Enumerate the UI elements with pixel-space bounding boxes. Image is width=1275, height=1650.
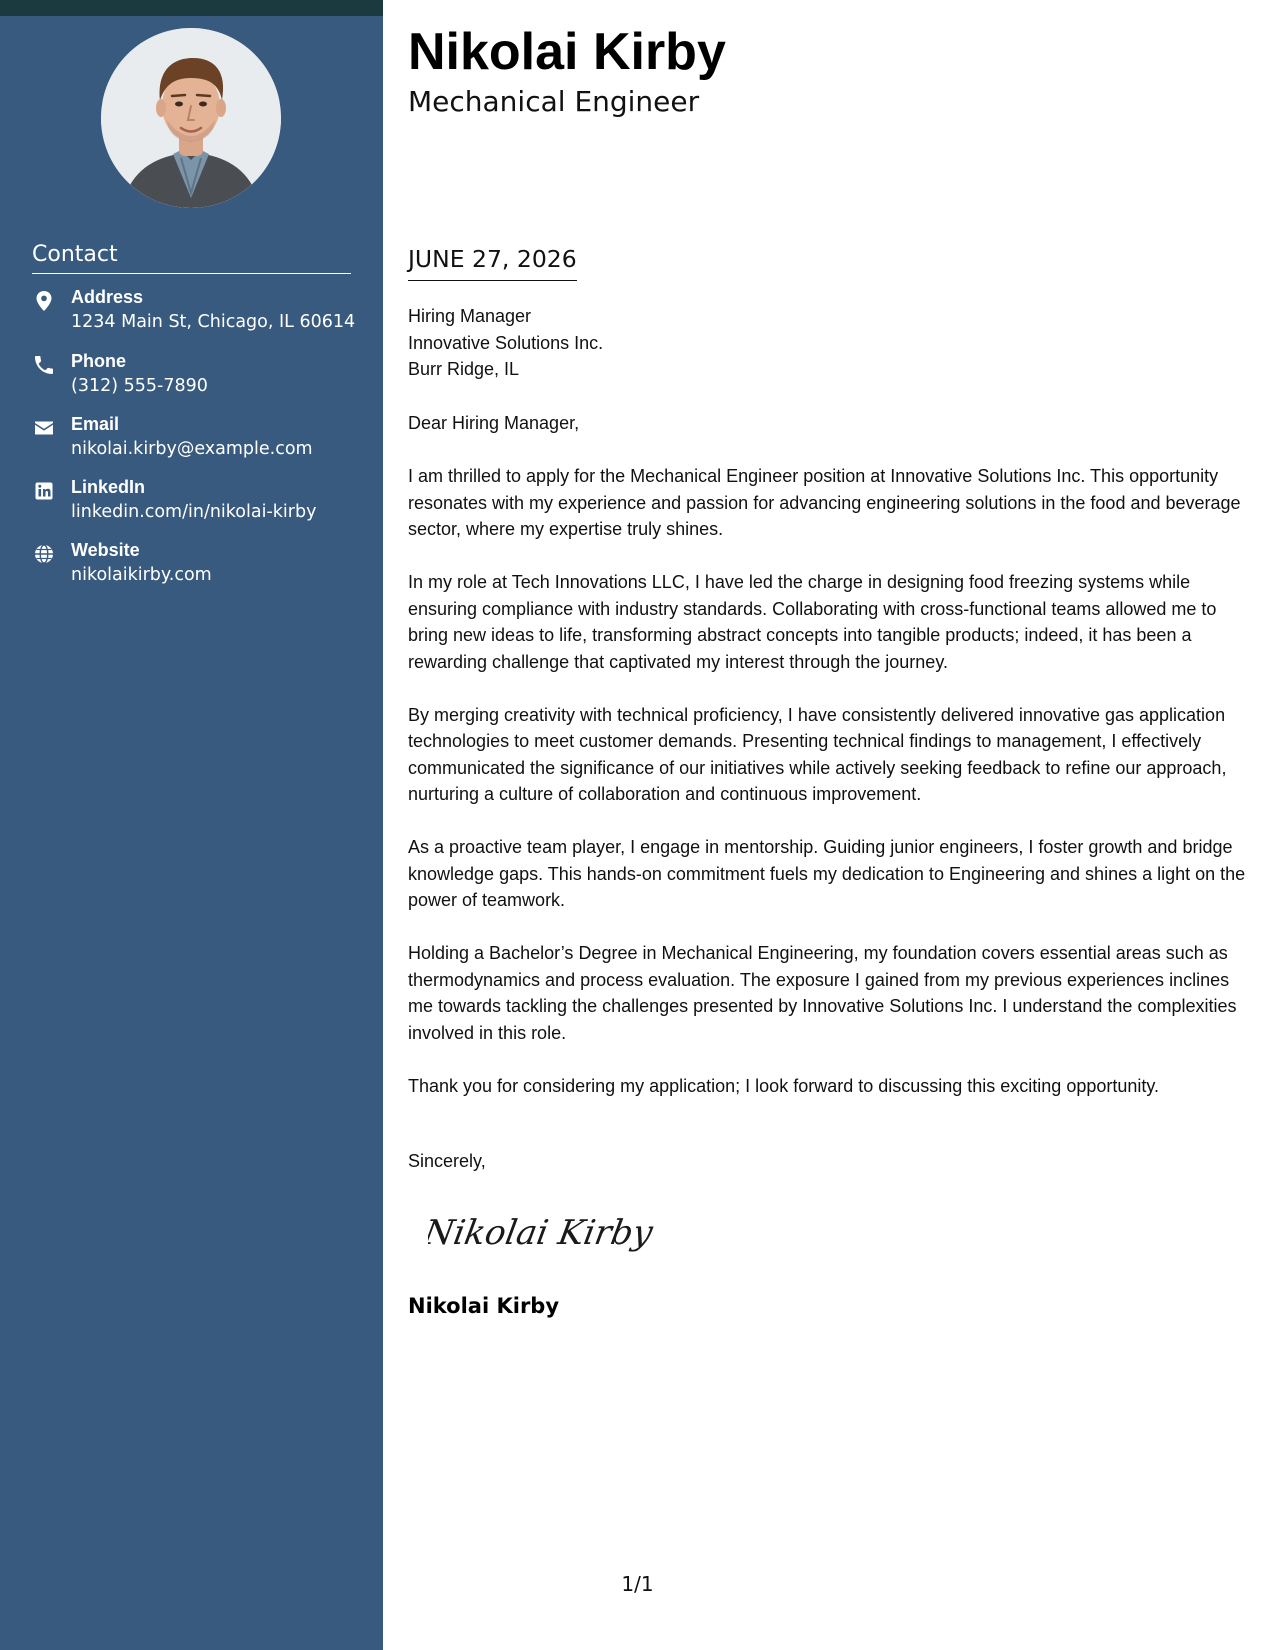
sidebar	[0, 0, 383, 1650]
recipient-line: Hiring Manager	[408, 306, 532, 326]
contact-label-address: Address	[71, 287, 144, 307]
page-number: 1/1	[621, 1572, 654, 1596]
recipient-line: Burr Ridge, IL	[408, 359, 520, 379]
contact-value-linkedin[interactable]: linkedin.com/in/nikolai-kirby	[71, 502, 317, 522]
sidebar-top-bar	[0, 0, 383, 16]
contact-item-address	[32, 285, 372, 341]
letter-paragraph: Thank you for considering my application; I look forward to discussing this exciting opportunity.	[408, 1075, 1160, 1096]
profile-photo	[101, 28, 281, 208]
recipient-block	[408, 303, 603, 383]
letter-paragraph: I am thrilled to apply for the Mechanical Engineer position at Innovative Solutions Inc. This opportunity resonates with my experience and passion for advancing engineering solutions in the food and beverage sector, where my expertise truly shines.	[408, 466, 1241, 539]
closing: Sincerely,	[408, 1151, 486, 1171]
job-title: Mechanical Engineer	[408, 85, 700, 118]
contact-label-linkedin: LinkedIn	[71, 477, 146, 497]
map-pin-icon	[32, 289, 56, 313]
applicant-name: Nikolai Kirby	[408, 23, 726, 81]
contact-item-linkedin	[32, 475, 372, 531]
avatar	[101, 28, 281, 208]
contact-heading: Contact	[32, 240, 351, 274]
contact-value-phone: (312) 555-7890	[71, 376, 208, 396]
letter-body	[408, 410, 1248, 1126]
contact-item-website	[32, 538, 372, 594]
letter-date: JUNE 27, 2026	[408, 242, 577, 281]
contact-value-website[interactable]: nikolaikirby.com	[71, 565, 212, 585]
signature	[428, 1200, 668, 1260]
letter-paragraph: In my role at Tech Innovations LLC, I have led the charge in designing food freezing systems while ensuring compliance with industry standards. Collaborating with cross-functional teams allowed me to bring new ideas to life, transforming abstract concepts into tangible products; indeed, it has been a rewarding challenge that captivated my interest through the journey.	[408, 572, 1217, 672]
svg-text:Nikolai Kirby: Nikolai Kirby	[428, 1213, 656, 1253]
contact-label-phone: Phone	[71, 351, 127, 371]
globe-icon	[32, 542, 56, 566]
contact-label-email: Email	[71, 414, 120, 434]
contact-label-website: Website	[71, 540, 140, 560]
letter-paragraph: Holding a Bachelor’s Degree in Mechanical Engineering, my foundation covers essential areas such as thermodynamics and process evaluation. The exposure I gained from my previous experiences inclines me towards tackling the challenges presented by Innovative Solutions Inc. I understand the complexities involved in this role.	[408, 943, 1237, 1043]
contact-item-phone	[32, 349, 372, 405]
contact-item-email	[32, 412, 372, 468]
recipient-line: Innovative Solutions Inc.	[408, 332, 604, 353]
phone-icon	[32, 353, 56, 377]
signer-name: Nikolai Kirby	[408, 1294, 560, 1318]
linkedin-icon	[32, 479, 56, 503]
contact-value-address: 1234 Main St, Chicago, IL 60614	[71, 312, 356, 332]
letter-paragraph: As a proactive team player, I engage in mentorship. Guiding junior engineers, I foster growth and bridge knowledge gaps. This hands-on commitment fuels my dedication to Engineering and shines a light on the power of teamwork.	[408, 837, 1246, 910]
envelope-icon	[32, 416, 56, 440]
letter-paragraph: By merging creativity with technical proficiency, I have consistently delivered innovative gas application technologies to meet customer demands. Presenting technical findings to management, I effectively communicated the significance of our initiatives while actively seeking feedback to refine our approach, nurturing a culture of collaboration and continuous improvement.	[408, 704, 1227, 804]
salutation: Dear Hiring Manager,	[408, 413, 580, 433]
contact-value-email[interactable]: nikolai.kirby@example.com	[71, 439, 313, 459]
signature-image	[428, 1200, 668, 1260]
